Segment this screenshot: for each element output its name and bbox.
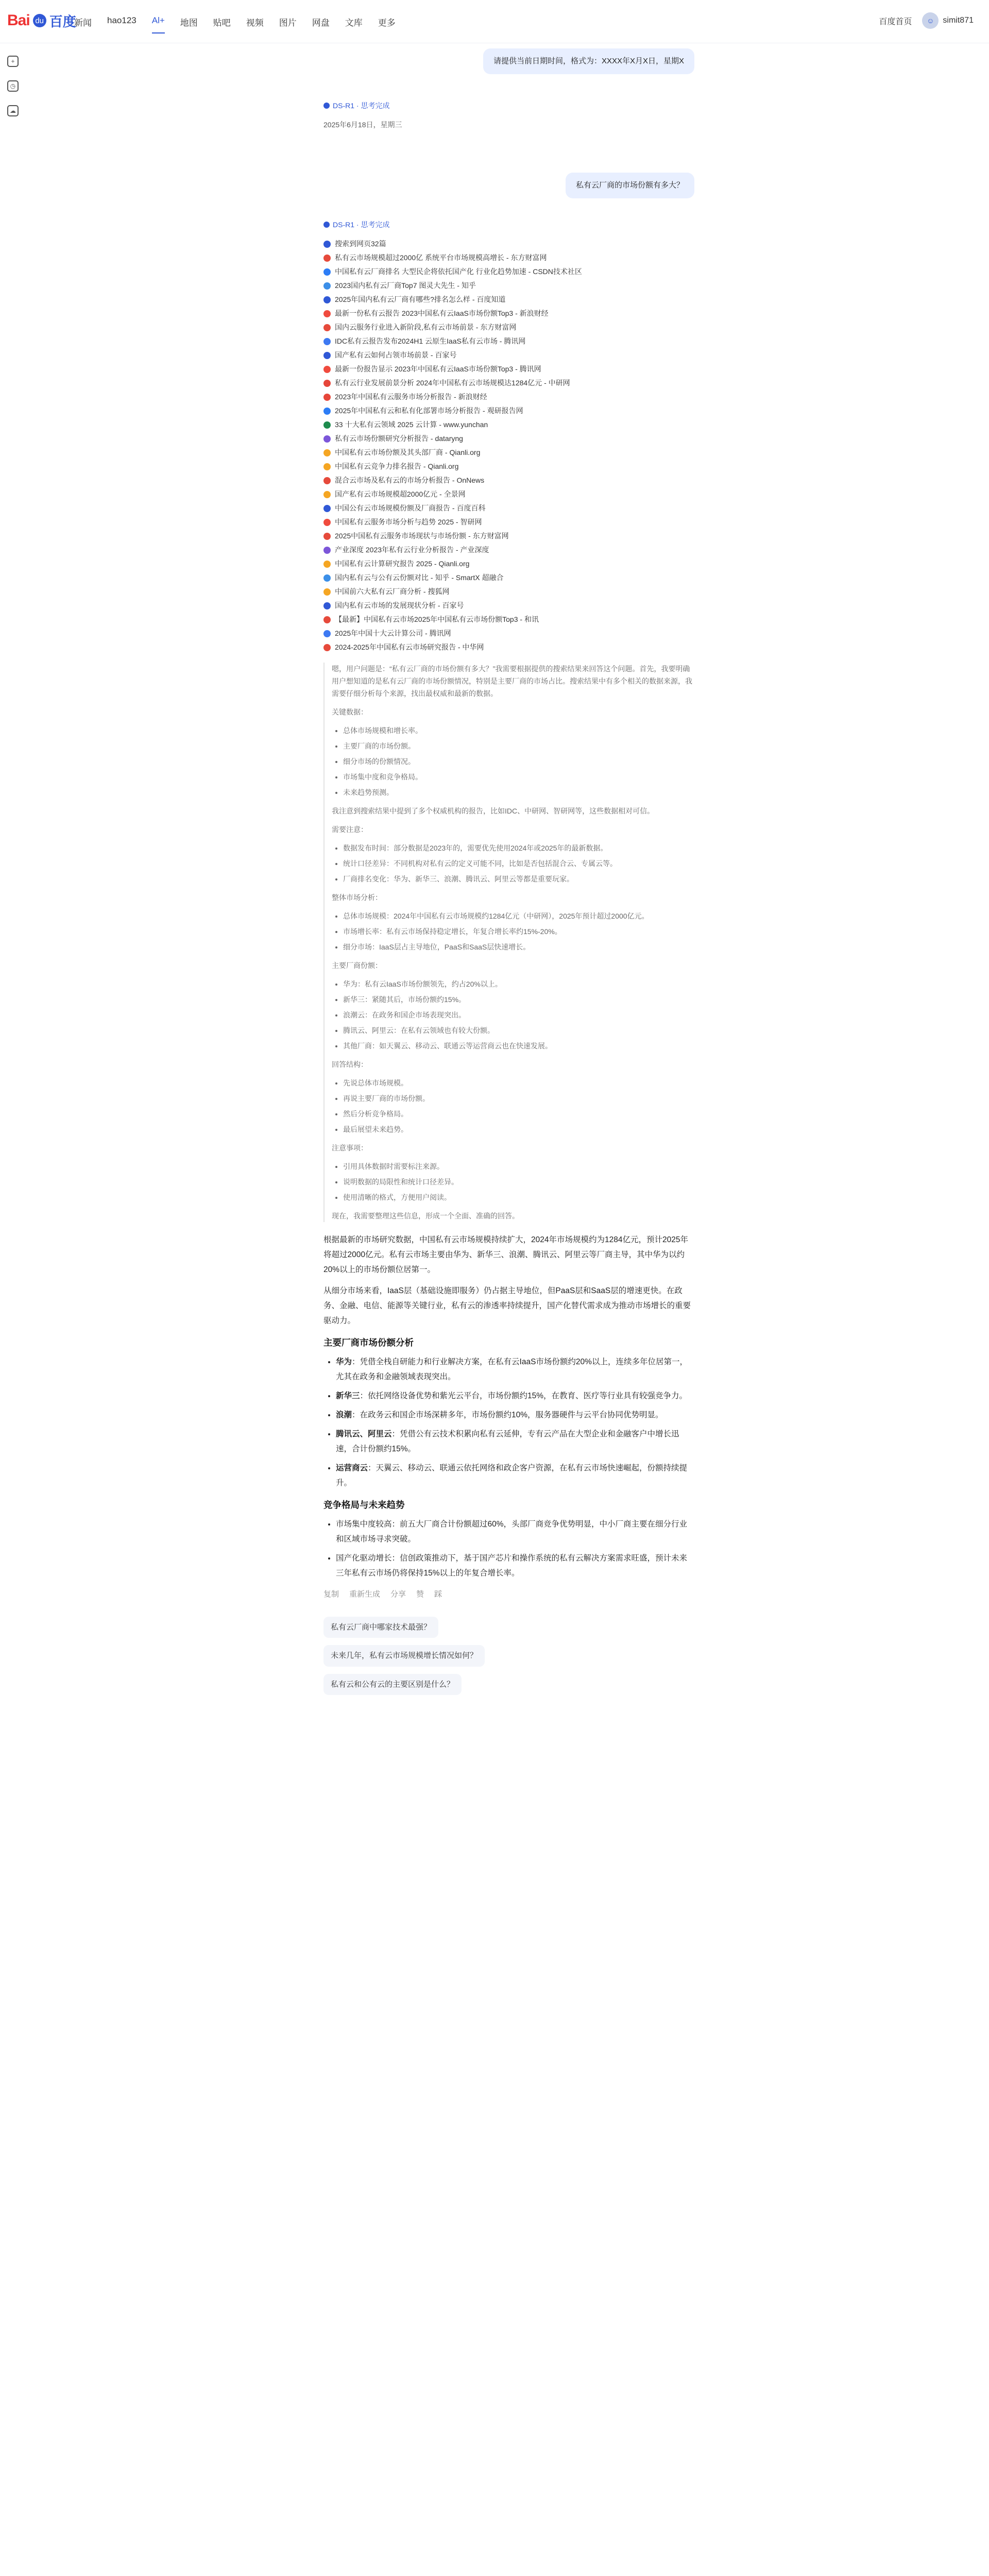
- site-icon: [323, 519, 331, 526]
- dislike-icon[interactable]: 踩: [434, 1590, 442, 1599]
- list-item: • 厂商排名变化：华为、新华三、浪潮、腾讯云、阿里云等都是重要玩家。: [343, 873, 694, 885]
- copy-icon[interactable]: 复制: [323, 1590, 339, 1599]
- search-ref-item[interactable]: [323, 571, 694, 585]
- search-ref-title: 中国前六大私有云厂商分析 - 搜狐网: [335, 587, 450, 596]
- reasoning-heading: 注意事项：: [332, 1144, 368, 1153]
- assistant-answer: [323, 219, 694, 1703]
- reasoning-list: [343, 724, 694, 799]
- site-icon: [323, 588, 331, 596]
- nav-item[interactable]: 新闻: [74, 18, 92, 28]
- search-ref-title: 私有云市场规模超过2000亿 系统平台市场规模高增长 - 东方财富网: [335, 253, 547, 262]
- search-ref-title: 2025年中国私有云和私有化部署市场分析报告 - 观研报告网: [335, 406, 523, 415]
- search-ref-item[interactable]: [323, 626, 694, 640]
- reasoning-list: [343, 1160, 694, 1204]
- search-icon: [323, 241, 331, 248]
- search-ref-item[interactable]: [323, 543, 694, 557]
- search-ref-item[interactable]: [323, 446, 694, 460]
- user-message-row: [323, 173, 694, 198]
- search-ref-title: 国产私有云如何占领市场前景 - 百家号: [335, 351, 457, 360]
- search-ref-title: 私有云行业发展前景分析 2024年中国私有云市场规模达1284亿元 - 中研网: [335, 379, 570, 387]
- share-item: • 华为：凭借全栈自研能力和行业解决方案，在私有云IaaS市场份额约20%以上，连续多年位居第一，尤其在政务和金融领域表现突出。: [336, 1354, 694, 1384]
- search-ref-title: 中国私有云市场份额及其头部厂商 - Qianli.org: [335, 448, 481, 457]
- site-icon: [323, 268, 331, 276]
- list-item: • 使用清晰的格式，方便用户阅读。: [343, 1191, 694, 1204]
- search-ref-title: 国产私有云市场规模超2000亿元 - 全景网: [335, 490, 466, 499]
- reasoning-list: [343, 910, 694, 953]
- search-ref-item[interactable]: [323, 460, 694, 473]
- search-ref-item[interactable]: [323, 501, 694, 515]
- search-ref-title: 【最新】中国私有云市场2025年中国私有云市场份额Top3 - 和讯: [335, 615, 539, 624]
- search-ref-item[interactable]: [323, 473, 694, 487]
- vendor-name: 浪潮: [336, 1411, 352, 1420]
- search-ref-item[interactable]: [323, 334, 694, 348]
- search-ref-title: 中国公有云市场规模份额及厂商报告 - 百度百科: [335, 504, 486, 513]
- list-item: • 主要厂商的市场份额。: [343, 740, 694, 752]
- list-item: • 华为：私有云IaaS市场份额领先，约占20%以上。: [343, 978, 694, 990]
- vendor-name: 新华三: [336, 1392, 360, 1401]
- nav-item[interactable]: 地图: [180, 18, 198, 28]
- search-refs: [323, 237, 694, 654]
- site-icon: [323, 644, 331, 651]
- vendor-detail: 依托网络设备优势和紫光云平台，市场份额约15%，在教育、医疗等行业具有较强竞争力。: [368, 1392, 688, 1401]
- reasoning-paragraph: 我注意到搜索结果中提到了多个权威机构的报告，比如IDC、中研网、智研网等，这些数据相对可信。: [332, 807, 655, 816]
- list-item: • 市场集中度和竞争格局。: [343, 771, 694, 783]
- list-item: • 市场集中度较高：前五大厂商合计份额超过60%，头部厂商竞争优势明显，中小厂商主要在细分行业和区域市场寻求突破。: [336, 1517, 694, 1547]
- share-list: [336, 1354, 694, 1490]
- site-icon: [323, 574, 331, 582]
- search-ref-item[interactable]: [323, 599, 694, 613]
- paw-icon: du: [33, 14, 46, 27]
- share-item: • 新华三：依托网络设备优势和紫光云平台，市场份额约15%，在教育、医疗等行业具有较强竞争力。: [336, 1388, 694, 1403]
- refresh-icon[interactable]: 重新生成: [349, 1590, 381, 1599]
- reasoning-list: [343, 978, 694, 1052]
- site-icon: [323, 602, 331, 609]
- vendor-name: 华为: [336, 1358, 352, 1367]
- list-item: • 市场增长率：私有云市场保持稳定增长，年复合增长率约15%-20%。: [343, 925, 694, 938]
- search-ref-item[interactable]: [323, 487, 694, 501]
- site-icon: [323, 366, 331, 373]
- list-item: • 未来趋势预测。: [343, 786, 694, 799]
- share-item: • 运营商云：天翼云、移动云、联通云依托网络和政企客户资源，在私有云市场快速崛起，份额持续提升。: [336, 1461, 694, 1490]
- site-icon: [323, 380, 331, 387]
- list-item: • 引用具体数据时需要标注来源。: [343, 1160, 694, 1173]
- search-ref-item[interactable]: [323, 432, 694, 446]
- search-ref-title: 最新一份私有云报告 2023中国私有云IaaS市场份额Top3 - 新浪财经: [335, 309, 549, 318]
- list-item: • 国产化驱动增长：信创政策推动下，基于国产芯片和操作系统的私有云解决方案需求旺盛，预计未来三年私有云市场仍将保持15%以上的年复合增长率。: [336, 1551, 694, 1581]
- search-ref-title: 产业深度 2023年私有云行业分析报告 - 产业深度: [335, 546, 489, 554]
- search-ref-item[interactable]: [323, 307, 694, 320]
- site-icon: [323, 324, 331, 331]
- list-item: • 先说总体市场规模。: [343, 1077, 694, 1089]
- nav-item[interactable]: 文库: [345, 18, 363, 28]
- reasoning-block: [323, 663, 694, 1222]
- search-ref-title: 私有云市场份额研究分析报告 - dataryng: [335, 434, 463, 443]
- suggestion-item[interactable]: 私有云厂商中哪家技术最强？: [323, 1617, 438, 1638]
- vendor-detail: 在政务云和国企市场深耕多年，市场份额约10%，服务器硬件与云平台协同优势明显。: [360, 1411, 663, 1420]
- search-ref-item[interactable]: [323, 640, 694, 654]
- baidu-logo[interactable]: [7, 10, 76, 31]
- list-item: • 浪潮云：在政务和国企市场表现突出。: [343, 1009, 694, 1021]
- site-icon: [323, 394, 331, 401]
- chat-thread: [323, 43, 694, 1702]
- nav-item[interactable]: 贴吧: [213, 18, 231, 28]
- answer-paragraph: 根据最新的市场研究数据，中国私有云市场规模持续扩大，2024年市场规模约为1284亿元，预计2025年将超过2000亿元。私有云市场主要由华为、新华三、浪潮、腾讯云、阿里云等厂商主导，其中华为以约20%以上的市场份额位居第一。: [323, 1235, 688, 1275]
- search-ref-item[interactable]: [323, 390, 694, 404]
- model-status[interactable]: DS-R1 · 思考完成: [323, 219, 694, 231]
- search-ref-item[interactable]: [323, 251, 694, 265]
- answer-actions: [323, 1588, 694, 1601]
- model-status[interactable]: DS-R1 · 思考完成: [323, 100, 694, 112]
- list-item: • 说明数据的局限性和统计口径差异。: [343, 1176, 694, 1188]
- top-nav: [74, 15, 396, 28]
- list-item: • 腾讯云、阿里云：在私有云领域也有较大份额。: [343, 1024, 694, 1037]
- vendor-name: 运营商云: [336, 1464, 368, 1473]
- site-icon: [323, 477, 331, 484]
- answer-text: 2025年6月18日，星期三: [323, 121, 402, 129]
- trend-list: [336, 1517, 694, 1581]
- reasoning-list: [343, 1077, 694, 1136]
- model-icon: [323, 222, 330, 228]
- search-ref-item[interactable]: [323, 320, 694, 334]
- assistant-answer: [323, 100, 694, 132]
- cloud-icon[interactable]: ☁: [7, 105, 19, 116]
- search-ref-item[interactable]: [323, 613, 694, 626]
- logo-cn: 百度: [49, 13, 76, 29]
- list-item: • 总体市场规模：2024年中国私有云市场规模约1284亿元（中研网），2025年预计超过2000亿元。: [343, 910, 694, 922]
- search-ref-item[interactable]: [323, 362, 694, 376]
- vendor-name: 腾讯云、阿里云: [336, 1430, 392, 1439]
- search-ref-title: 国内云服务行业进入新阶段,私有云市场前景 - 东方财富网: [335, 323, 517, 332]
- list-item: • 新华三：紧随其后，市场份额约15%。: [343, 993, 694, 1006]
- reasoning-outro: 现在，我需要整理这些信息，形成一个全面、准确的回答。: [332, 1212, 519, 1221]
- site-icon: [323, 449, 331, 456]
- search-ref-item[interactable]: [323, 515, 694, 529]
- search-ref-title: 中国私有云计算研究报告 2025 - Qianli.org: [335, 560, 470, 568]
- vendor-detail: 凭借全栈自研能力和行业解决方案，在私有云IaaS市场份额约20%以上，连续多年位居第一，尤其在政务和金融领域表现突出。: [336, 1358, 688, 1382]
- list-item: • 数据发布时间：部分数据是2023年的，需要优先使用2024年或2025年的最新数据。: [343, 842, 694, 854]
- avatar: ☺: [922, 12, 939, 29]
- share-item: • 腾讯云、阿里云：凭借公有云技术积累向私有云延伸，专有云产品在大型企业和金融客户中增长迅速，合计份额约15%。: [336, 1427, 694, 1456]
- site-icon: [323, 616, 331, 623]
- search-ref-item[interactable]: [323, 585, 694, 599]
- site-icon: [323, 408, 331, 415]
- suggestion-item[interactable]: 私有云和公有云的主要区别是什么？: [323, 1674, 462, 1696]
- user-menu[interactable]: [922, 12, 974, 29]
- user-message: 私有云厂商的市场份额有多大？: [566, 173, 694, 198]
- history-icon[interactable]: ◷: [7, 80, 19, 92]
- site-icon: [323, 282, 331, 290]
- site-icon: [323, 310, 331, 317]
- logo-text: Bai: [7, 12, 30, 29]
- search-ref-item[interactable]: [323, 293, 694, 307]
- suggestion-item[interactable]: 未来几年，私有云市场规模增长情况如何？: [323, 1645, 485, 1667]
- suggestions: [323, 1617, 694, 1703]
- site-icon: [323, 533, 331, 540]
- final-answer: [323, 1232, 694, 1581]
- vendor-detail: 天翼云、移动云、联通云依托网络和政企客户资源，在私有云市场快速崛起，份额持续提升。: [336, 1464, 688, 1488]
- username: simit871: [943, 16, 974, 25]
- search-ref-item[interactable]: [323, 265, 694, 279]
- home-link[interactable]: 百度首页: [879, 17, 912, 26]
- nav-item[interactable]: hao123: [107, 15, 137, 25]
- model-icon: [323, 103, 330, 109]
- search-ref-title: 2023年中国私有云服务市场分析报告 - 新浪财经: [335, 393, 487, 401]
- site-icon: [323, 338, 331, 345]
- search-ref-title: 混合云市场及私有云的市场分析报告 - OnNews: [335, 476, 485, 485]
- vendor-detail: 凭借公有云技术积累向私有云延伸，专有云产品在大型企业和金融客户中增长迅速，合计份额约15%。: [336, 1430, 679, 1454]
- reasoning-heading: 整体市场分析：: [332, 893, 382, 902]
- reasoning-heading: 主要厂商份额：: [332, 961, 382, 970]
- site-icon: [323, 255, 331, 262]
- user-message-row: [323, 48, 694, 74]
- share-item: • 浪潮：在政务云和国企市场深耕多年，市场份额约10%，服务器硬件与云平台协同优势明显。: [336, 1408, 694, 1422]
- search-ref-title: 国内私有云市场的发展现状分析 - 百家号: [335, 601, 464, 610]
- answer-heading: 竞争格局与未来趋势: [323, 1500, 405, 1511]
- search-ref-item[interactable]: [323, 348, 694, 362]
- reasoning-heading: 关键数据：: [332, 708, 368, 717]
- site-icon: [323, 505, 331, 512]
- search-ref-title: 2023国内私有云厂商Top7 图灵大先生 - 知乎: [335, 281, 476, 290]
- reasoning-list: [343, 842, 694, 885]
- new-chat-icon[interactable]: +: [7, 56, 19, 67]
- share-icon[interactable]: 分享: [390, 1590, 406, 1599]
- nav-item[interactable]: 图片: [279, 18, 297, 28]
- search-ref-item[interactable]: [323, 279, 694, 293]
- sidebar: [7, 56, 19, 116]
- search-ref-title: 最新一份报告显示 2023年中国私有云IaaS市场份额Top3 - 腾讯网: [335, 365, 541, 374]
- user-message: 请提供当前日期时间，格式为：XXXX年X月X日，星期X: [483, 48, 694, 74]
- list-item: • 其他厂商：如天翼云、移动云、联通云等运营商云也在快速发展。: [343, 1040, 694, 1052]
- nav-item[interactable]: 更多: [378, 18, 396, 28]
- search-ref-title: 33 十大私有云领域 2025 云计算 - www.yunchan: [335, 420, 488, 429]
- site-icon: [323, 491, 331, 498]
- search-ref-title: 国内私有云与公有云份额对比 - 知乎 - SmartX 超融合: [335, 573, 504, 582]
- list-item: • 再说主要厂商的市场份额。: [343, 1092, 694, 1105]
- search-ref-title: IDC私有云报告发布2024H1 云原生IaaS私有云市场 - 腾讯网: [335, 337, 526, 346]
- search-ref-title: 中国私有云服务市场分析与趋势 2025 - 智研网: [335, 518, 482, 527]
- site-icon: [323, 630, 331, 637]
- nav-item-active[interactable]: Al+: [152, 15, 165, 28]
- refs-title[interactable]: 搜索到网页32篇: [323, 237, 694, 251]
- reasoning-heading: 需要注意：: [332, 825, 368, 834]
- search-ref-title: 2024-2025年中国私有云市场研究报告 - 中华网: [335, 643, 484, 652]
- search-ref-title: 中国私有云厂商排名 大型民企将依托国产化 行业化趋势加速 - CSDN技术社区: [335, 267, 582, 276]
- search-ref-title: 2025年国内私有云厂商有哪些?排名怎么样 - 百度知道: [335, 295, 506, 304]
- reasoning-heading: 回答结构：: [332, 1060, 368, 1069]
- nav-item[interactable]: 视频: [246, 18, 264, 28]
- answer-paragraph: 从细分市场来看，IaaS层（基础设施即服务）仍占据主导地位，但PaaS层和SaaS层的增速更快。在政务、金融、电信、能源等关键行业，私有云的渗透率持续提升，国产化替代需求成为推动市场增长的重要驱动力。: [323, 1286, 691, 1326]
- like-icon[interactable]: 赞: [416, 1590, 424, 1599]
- search-ref-title: 2025中国私有云服务市场现状与市场份额 - 东方财富网: [335, 532, 509, 540]
- list-item: • 然后分析竞争格局。: [343, 1108, 694, 1120]
- site-icon: [323, 296, 331, 303]
- search-ref-item[interactable]: [323, 418, 694, 432]
- list-item: • 统计口径差异：不同机构对私有云的定义可能不同，比如是否包括混合云、专属云等。: [343, 857, 694, 870]
- site-icon: [323, 547, 331, 554]
- list-item: • 最后展望未来趋势。: [343, 1123, 694, 1136]
- search-ref-title: 2025年中国十大云计算公司 - 腾讯网: [335, 629, 451, 638]
- site-icon: [323, 561, 331, 568]
- search-ref-item[interactable]: [323, 376, 694, 390]
- nav-item[interactable]: 网盘: [312, 18, 330, 28]
- site-icon: [323, 435, 331, 443]
- top-bar: [0, 0, 989, 43]
- search-ref-item[interactable]: [323, 557, 694, 571]
- site-icon: [323, 463, 331, 470]
- answer-heading: 主要厂商市场份额分析: [323, 1337, 414, 1348]
- search-ref-title: 中国私有云竞争力排名报告 - Qianli.org: [335, 462, 459, 471]
- list-item: • 细分市场：IaaS层占主导地位，PaaS和SaaS层快速增长。: [343, 941, 694, 953]
- site-icon: [323, 421, 331, 429]
- site-icon: [323, 352, 331, 359]
- reasoning-intro: 嗯，用户问题是：“私有云厂商的市场份额有多大？”我需要根据提供的搜索结果来回答这个问题。首先，我要明确用户想知道的是私有云厂商的市场份额情况，特别是主要厂商的市场占比。搜索结果中有多个相关的数据来源，我需要仔细分析每个来源，找出最权威和最新的数据。: [332, 665, 692, 698]
- search-ref-item[interactable]: [323, 529, 694, 543]
- search-ref-item[interactable]: [323, 404, 694, 418]
- top-right: [879, 12, 974, 29]
- list-item: • 细分市场的份额情况。: [343, 755, 694, 768]
- list-item: • 总体市场规模和增长率。: [343, 724, 694, 737]
